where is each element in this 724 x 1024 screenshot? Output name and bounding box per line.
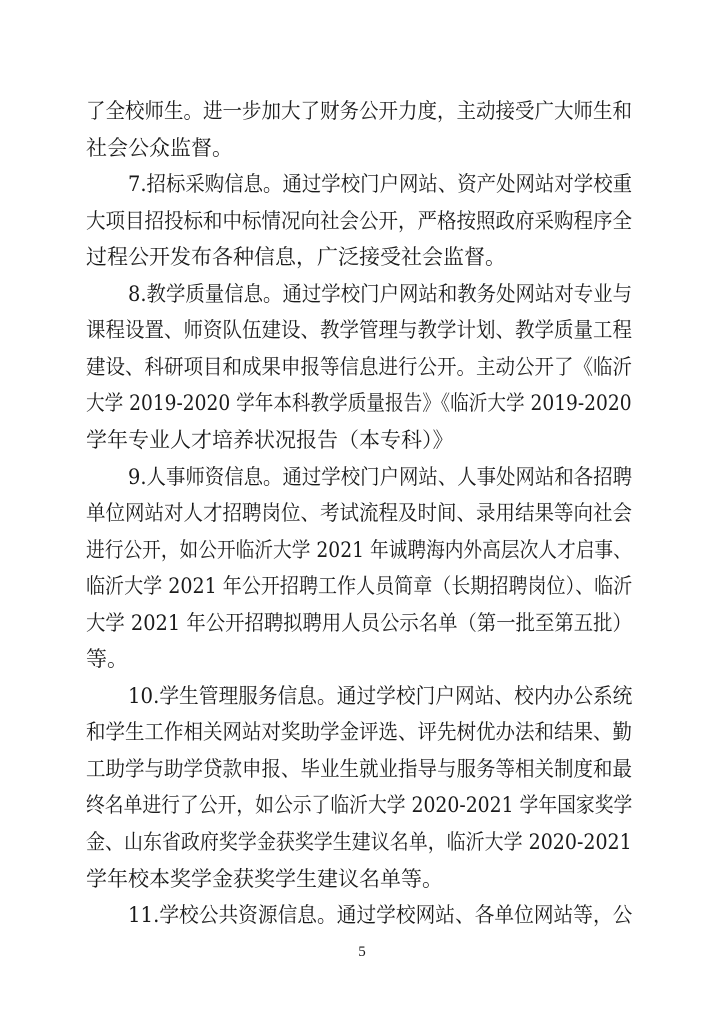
text-line: 8.教学质量信息。通过学校门户网站和教务处网站对专业与 [128,281,633,306]
text-line: 社会公众监督。 [86,135,233,160]
text-line: 工助学与助学贷款申报、毕业生就业指导与服务等相关制度和最 [86,756,632,781]
text-line: 大学 2021 年公开招聘拟聘用人员公示名单（第一批至第五批） [86,610,632,635]
text-line: 和学生工作相关网站对奖助学金评选、评先树优办法和结果、勤 [86,720,632,745]
page-number: 5 [358,944,366,960]
text-line: 临沂大学 2021 年公开招聘工作人员简章（长期招聘岗位）、临沂 [86,574,633,599]
text-line: 过程公开发布各种信息，广泛接受社会监督。 [86,245,506,270]
text-line: 进行公开，如公开临沂大学 2021 年诚聘海内外高层次人才启事、 [86,537,632,562]
text-line: 学年校本奖学金获奖学生建议名单等。 [86,866,443,891]
text-line: 了全校师生。进一步加大了财务公开力度，主动接受广大师生和 [86,99,632,123]
text-line: 建设、科研项目和成果申报等信息进行公开。主动公开了《临沂 [86,354,632,379]
text-line: 10.学生管理服务信息。通过学校门户网站、校内办公系统 [128,683,633,708]
text-line: 单位网站对人才招聘岗位、考试流程及时间、录用结果等向社会 [86,501,632,526]
text-line: 7.招标采购信息。通过学校门户网站、资产处网站对学校重 [128,172,633,197]
text-line: 金、山东省政府奖学金获奖学生建议名单，临沂大学 2020-2021 [86,830,632,854]
text-line: 学年专业人才培养状况报告（本专科）》 [86,427,454,452]
text-line: 11.学校公共资源信息。通过学校网站、各单位网站等，公 [128,903,633,928]
text-line: 课程设置、师资队伍建设、教学管理与教学计划、教学质量工程 [86,318,632,343]
text-line: 等。 [86,647,128,672]
text-line: 终名单进行了公开，如公示了临沂大学 2020-2021 学年国家奖学 [86,793,633,818]
text-line: 大项目招投标和中标情况向社会公开，严格按照政府采购程序全 [86,208,632,233]
text-line: 大学 2019-2020 学年本科教学质量报告》《临沂大学 2019-2020 [86,391,632,416]
text-line: 9.人事师资信息。通过学校门户网站、人事处网站和各招聘 [128,464,633,489]
